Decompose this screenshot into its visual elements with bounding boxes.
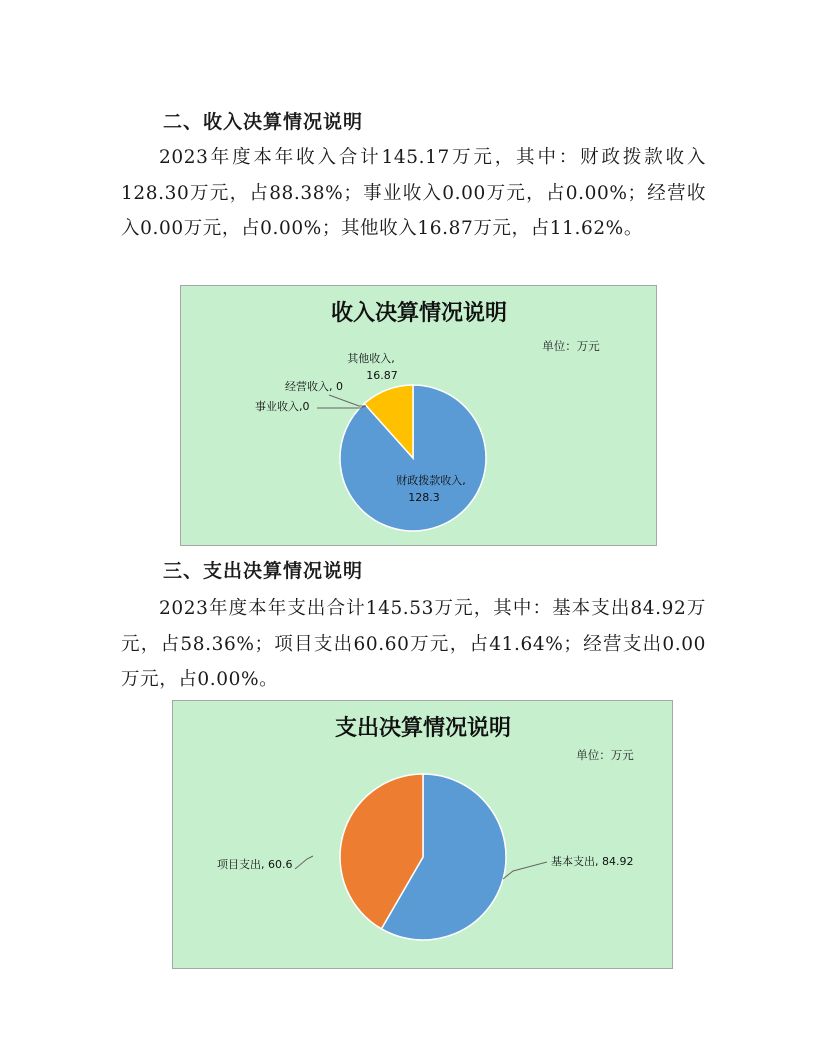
leader-line-project-expenditure [295, 856, 313, 869]
pie-label-basic-expenditure: 基本支出, 84.92 [551, 855, 634, 868]
section-3-heading: 三、支出决算情况说明 [163, 560, 364, 582]
pie-label-fiscal-income: 财政拨款收入, [396, 474, 466, 487]
leader-line-basic-expenditure [503, 862, 547, 879]
expenditure-chart-title: 支出决算情况说明 [334, 716, 512, 741]
income-chart-unit: 单位：万元 [542, 339, 600, 353]
pie-value-other-income: 16.87 [366, 369, 398, 382]
pie-value-fiscal-income: 128.3 [408, 491, 440, 504]
section-2-paragraph: 2023年度本年收入合计145.17万元，其中：财政拨款收入128.30万元，占88.38%；事业收入0.00万元，占0.00%；经营收入0.00万元，占0.00%；其他收入16.87万元，占11.62%。 [121, 147, 706, 239]
expenditure-chart-unit: 单位：万元 [576, 748, 634, 762]
leader-line-operating-income [329, 395, 366, 406]
pie-label-career-income: 事业收入,0 [255, 400, 310, 413]
pie-label-operating-income: 经营收入, 0 [285, 380, 343, 393]
income-pie-chart [180, 285, 657, 546]
expenditure-pie-svg [173, 701, 674, 970]
section-2-heading: 二、收入决算情况说明 [163, 111, 364, 133]
income-pie-svg [181, 286, 658, 547]
expenditure-pie-chart [172, 700, 673, 969]
income-chart-title: 收入决算情况说明 [330, 301, 508, 326]
pie-label-other-income: 其他收入, [347, 352, 395, 365]
section-3-paragraph: 2023年度本年支出合计145.53万元，其中：基本支出84.92万元，占58.36%；项目支出60.60万元，占41.64%；经营支出0.00万元，占0.00%。 [121, 598, 706, 690]
pie-label-project-expenditure: 项目支出, 60.6 [217, 858, 293, 871]
